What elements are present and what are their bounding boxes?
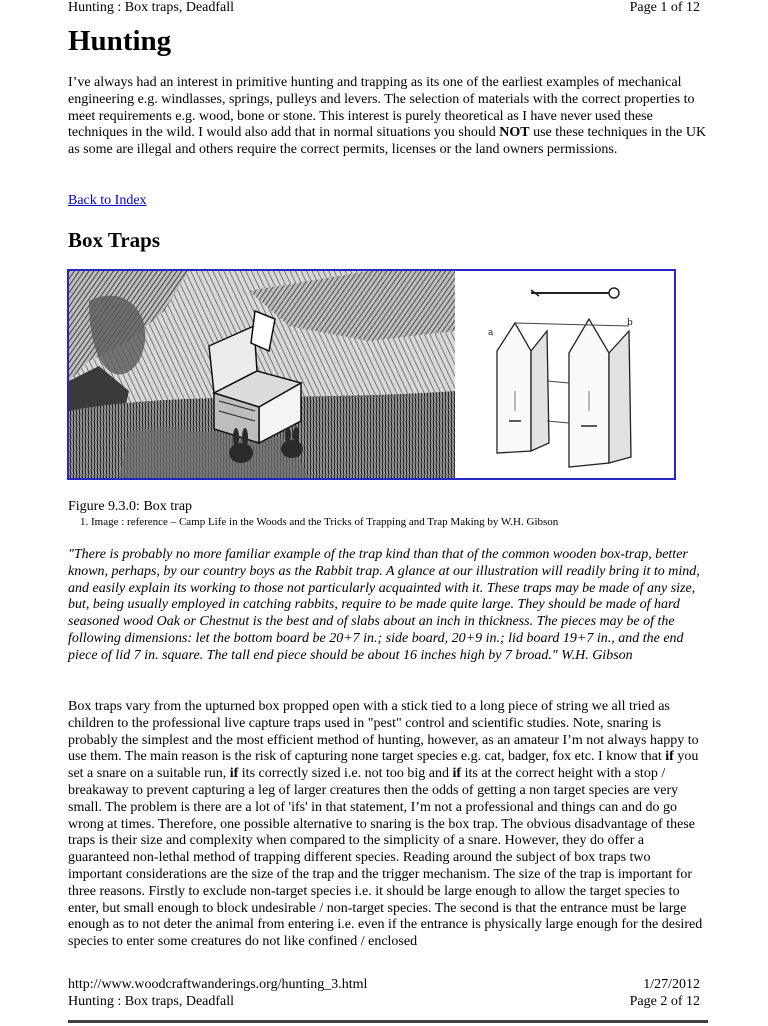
box-trap-illustration bbox=[69, 271, 674, 478]
body-bold-if-3: if bbox=[452, 766, 462, 782]
intro-paragraph bbox=[68, 75, 708, 159]
page-header bbox=[68, 0, 700, 16]
intro-text-end: use these techniques in the UK as some are illegal and others require the correct permits, licenses or the land owners permissions. bbox=[68, 125, 707, 158]
section-heading-box-traps: Box Traps bbox=[68, 228, 160, 252]
figure-label-a: a bbox=[488, 328, 494, 338]
next-page-cutoff-text bbox=[68, 1016, 708, 1026]
next-page-header bbox=[68, 994, 700, 1010]
page-title: Hunting bbox=[68, 25, 172, 57]
next-header-page-number: Page 2 of 12 bbox=[629, 994, 700, 1009]
figure-caption: Figure 9.3.0: Box trap bbox=[68, 499, 193, 514]
header-title: Hunting : Box traps, Deadfall bbox=[68, 0, 235, 15]
body-bold-if-1: if bbox=[665, 749, 674, 765]
body-text-2: you set a snare on a suitable run, bbox=[68, 749, 699, 782]
figure-label-b: b bbox=[627, 318, 633, 328]
intro-bold-not: NOT bbox=[499, 125, 530, 141]
back-to-index-link[interactable]: Back to Index bbox=[68, 193, 147, 208]
body-bold-if-2: if bbox=[229, 766, 239, 782]
trap-detail-drawing bbox=[455, 271, 674, 478]
intro-text: I’ve always had an interest in primitive hunting and trapping as its one of the earliest examples of mechanical engineering e.g. windlasses, springs, pulleys and levers. The selection of materials with the correct properties to meet requirements e.g. wood, bone or stone. This interest is purely theoretical as I have never used these techniques in the wild. I would also add that in normal situations you should bbox=[68, 75, 695, 141]
gibson-quote: "There is probably no more familiar example of the trap kind than that of the common wooden box-trap, better known, perhaps, by our country boys as the Rabbit trap. A glance at our illustration will readily bring it to mind, and easily explain its working to those not particularly acquainted with it. These traps may be made of any size, but, being usually employed in catching rabbits, require to be made quite large. They should be made of hard seasoned wood Oak or Chestnut is the best and of slabs about an inch in thickness. The pieces may be of the following dimensions: let the bottom board be 20+7 in.; side board, 20+9 in.; lid board 19+7 in., and the end piece of lid 7 in. square. The tall end piece should be about 16 inches high by 7 broad." W.H. Gibson bbox=[68, 547, 700, 663]
box-trap-figure bbox=[67, 269, 676, 480]
header-page-number: Page 1 of 12 bbox=[629, 0, 700, 15]
body-text-1: Box traps vary from the upturned box propped open with a stick tied to a long piece of string we all tried as children to the professional live capture traps used in "pest" control and scientific studies. Note, snaring is probably the simplest and the most efficient method of hunting, however, as an amateur I’m not always happy to use them. The main reason is the risk of capturing none target species e.g. cat, badger, fox etc. I know that bbox=[68, 699, 699, 765]
body-text-4: its at the correct height with a stop / breakaway to prevent capturing a leg of larger creatures then the odds of getting a non target species are very small. The problem is there are a lot of 'ifs' in that statement, I’m not a professional and things can and do go wrong at times. Therefore, one possible alternative to snaring is the box trap. The obvious disadvantage of these traps is their size and complexity when compared to the simplicity of a snare. However, they do offer a guaranteed non-lethal method of trapping different species. Reading around the subject of box traps two important considerations are the size of the trap and the trigger mechanism. The size of the trap is important for three reasons. Firstly to exclude non-target species i.e. it should be large enough to allow the target species to enter, but small enough to block undesirable / non-target species. The second is that the entrance must be large enough as to not deter the animal from entering i.e. even if the entrance is physically large enough for the desired species to enter some creatures do not like confined / enclosed bbox=[68, 766, 703, 950]
footer-url: http://www.woodcraftwanderings.org/hunting_3.html bbox=[68, 977, 368, 992]
footer-date: 1/27/2012 bbox=[643, 977, 700, 992]
body-paragraph bbox=[68, 699, 708, 951]
next-header-title: Hunting : Box traps, Deadfall bbox=[68, 994, 235, 1009]
body-text-3: its correctly sized i.e. not too big and bbox=[238, 766, 453, 782]
figure-reference: 1. Image : reference – Camp Life in the Woods and the Tricks of Trapping and Trap Making by W.H. Gibson bbox=[80, 516, 559, 528]
